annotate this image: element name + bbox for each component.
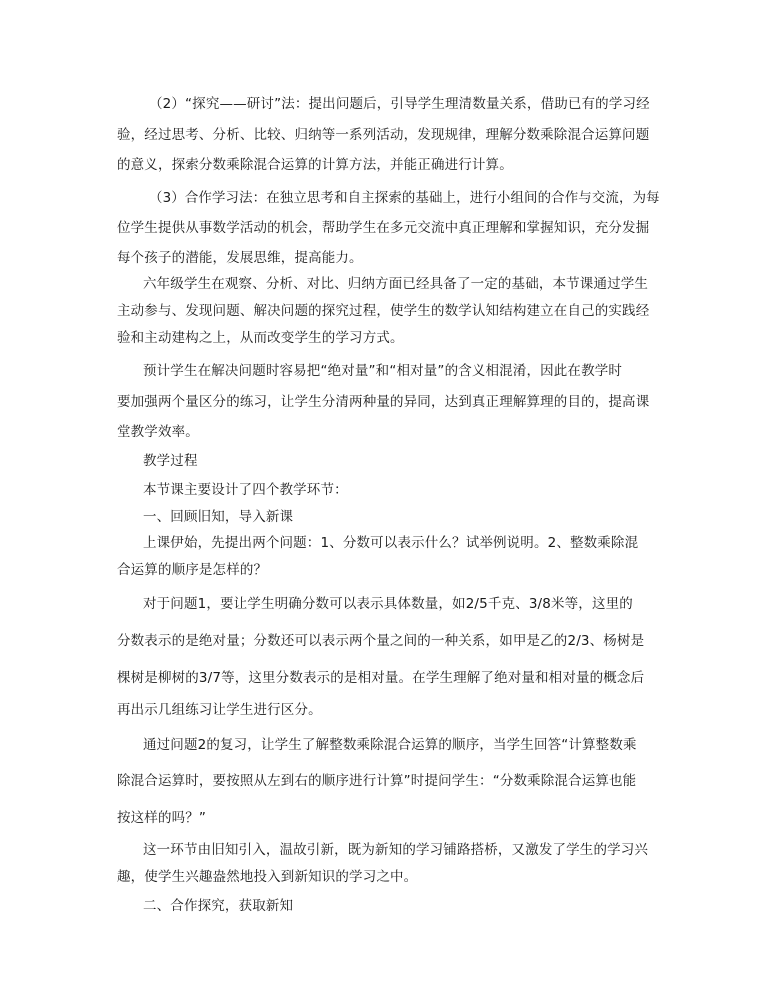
text-line: 六年级学生在观察、分析、对比、归纳方面已经具备了一定的基础，本节课通过学生	[143, 276, 649, 292]
text-line: 每个孩子的潜能，发展思维，提高能力。	[117, 250, 363, 266]
section-heading: 一、回顾旧知，导入新课	[143, 509, 294, 525]
text-line: 通过问题2的复习，让学生了解整数乘除混合运算的顺序，当学生回答“计算整数乘	[143, 737, 637, 753]
text-line: （3）合作学习法：在独立思考和自主探索的基础上，进行小组间的合作与交流，为每	[149, 190, 660, 206]
text-line: 的意义，探索分数乘除混合运算的计算方法，并能正确进行计算。	[117, 157, 513, 173]
text-line: 分数表示的是绝对量；分数还可以表示两个量之间的一种关系，如甲是乙的2/3、杨树是	[117, 633, 645, 649]
section-heading: 教学过程	[143, 453, 198, 469]
text-line: 再出示几组练习让学生进行区分。	[117, 702, 322, 718]
text-line: 要加强两个量区分的练习，让学生分清两种量的异同，达到真正理解算理的目的，提高课	[117, 394, 650, 410]
text-line: 对于问题1，要让学生明确分数可以表示具体数量，如2/5千克、3/8米等，这里的	[143, 596, 633, 612]
text-line: （2）“探究——研讨”法：提出问题后，引导学生理清数量关系，借助已有的学习经	[149, 96, 650, 112]
text-line: 预计学生在解决问题时容易把“绝对量”和“相对量”的含义相混淆，因此在教学时	[143, 363, 623, 379]
section-heading: 二、合作探究，获取新知	[143, 898, 294, 914]
text-line: 本节课主要设计了四个教学环节：	[143, 482, 348, 498]
text-line: 验和主动建构之上，从而改变学生的学习方式。	[117, 330, 404, 346]
text-line: 除混合运算时，要按照从左到右的顺序进行计算”时提问学生：“分数乘除混合运算也能	[117, 773, 637, 789]
text-line: 主动参与、发现问题、解决问题的探究过程，使学生的数学认知结构建立在自己的实践经	[117, 303, 650, 319]
text-line: 趣，使学生兴趣盎然地投入到新知识的学习之中。	[117, 869, 418, 885]
text-line: 这一环节由旧知引入，温故引新，既为新知的学习铺路搭桥，又激发了学生的学习兴	[143, 842, 649, 858]
text-line: 堂教学效率。	[117, 424, 199, 440]
text-line: 按这样的吗？”	[117, 810, 207, 826]
text-line: 合运算的顺序是怎样的？	[117, 562, 268, 578]
text-line: 位学生提供从事数学活动的机会，帮助学生在多元交流中真正理解和掌握知识，充分发掘	[117, 220, 650, 236]
text-line: 上课伊始，先提出两个问题：1、分数可以表示什么？试举例说明。2、整数乘除混	[143, 535, 639, 551]
text-line: 棵树是柳树的3/7等，这里分数表示的是相对量。在学生理解了绝对量和相对量的概念后	[117, 670, 645, 686]
text-line: 验，经过思考、分析、比较、归纳等一系列活动，发现规律，理解分数乘除混合运算问题	[117, 127, 650, 143]
